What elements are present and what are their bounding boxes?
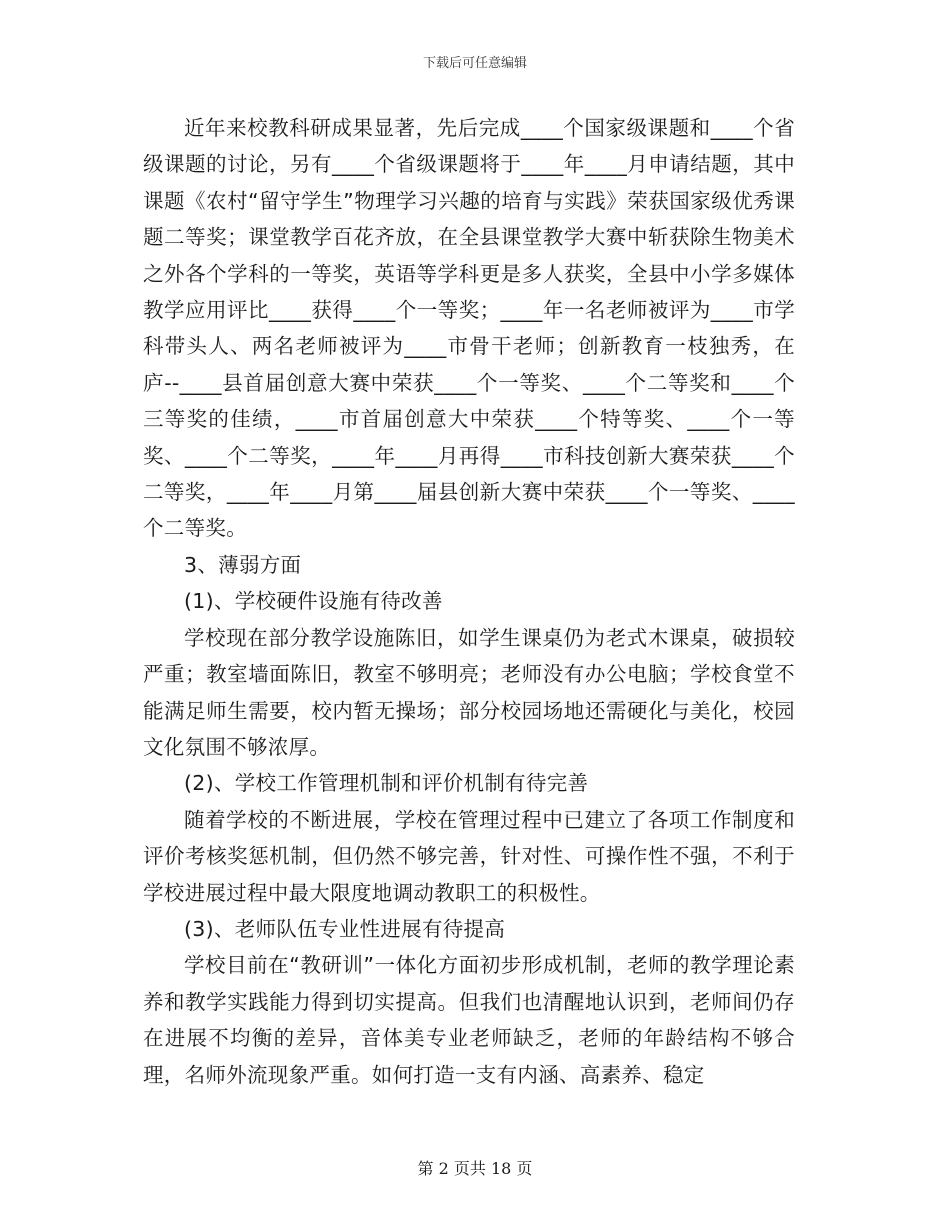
sub-heading-management: (2)、学校工作管理机制和评价机制有待完善 bbox=[184, 771, 589, 796]
paragraph-teachers: 学校目前在“教研训”一体化方面初步形成机制，老师的教学理论素养和教学实践能力得到切实提高。但我们也清醒地认识到，老师间仍存在进展不均衡的差异，音体美专业老师缺乏，老师的年龄结构不够合理，名师外流现象严重。如何打造一支有内涵、高素养、稳定 bbox=[143, 953, 795, 1087]
paragraph-research-achievements: 近年来校教科研成果显著，先后完成____个国家级课题和____个省级课题的讨论，另有____个省级课题将于____年____月申请结题，其中课题《农村“留守学生”物理学习兴趣的培育与实践》荣获国家级优秀课题二等奖；课堂教学百花齐放，在全县课堂教学大赛中斩获除生物美术之外各个学科的一等奖，英语等学科更是多人获奖，全县中小学多媒体教学应用评比____获得____个一等奖；____年一名老师被评为____市学科带头人、两名老师被评为____市骨干老师；创新教育一枝独秀，在庐--____县首届创意大赛中荣获____个一等奖、____个二等奖和____个三等奖的佳绩，____市首届创意大中荣获____个特等奖、____个一等奖、____个二等奖，____年____月再得____市科技创新大赛荣获____个二等奖，____年____月第____届县创新大赛中荣获____个一等奖、____个二等奖。 bbox=[143, 116, 795, 541]
paragraph-facilities: 学校现在部分教学设施陈旧，如学生课桌仍为老式木课桌，破损较严重；教室墙面陈旧，教室不够明亮；老师没有办公电脑；学校食堂不能满足师生需要，校内暂无操场；部分校园场地还需硬化与美化，校园文化氛围不够浓厚。 bbox=[143, 625, 795, 759]
sub-heading-teachers: (3)、老师队伍专业性进展有待提高 bbox=[184, 916, 506, 941]
document-body bbox=[143, 110, 795, 1093]
page-header: 下载后可任意编辑 bbox=[422, 56, 527, 71]
section-heading-weaknesses: 3、薄弱方面 bbox=[184, 552, 302, 577]
sub-heading-facilities: (1)、学校硬件设施有待改善 bbox=[184, 589, 443, 614]
page-footer: 第 2 页共 18 页 bbox=[417, 1159, 533, 1178]
paragraph-management: 随着学校的不断进展，学校在管理过程中已建立了各项工作制度和评价考核奖惩机制，但仍然不够完善，针对性、可操作性不强，不利于学校进展过程中最大限度地调动教职工的积极性。 bbox=[143, 807, 795, 905]
